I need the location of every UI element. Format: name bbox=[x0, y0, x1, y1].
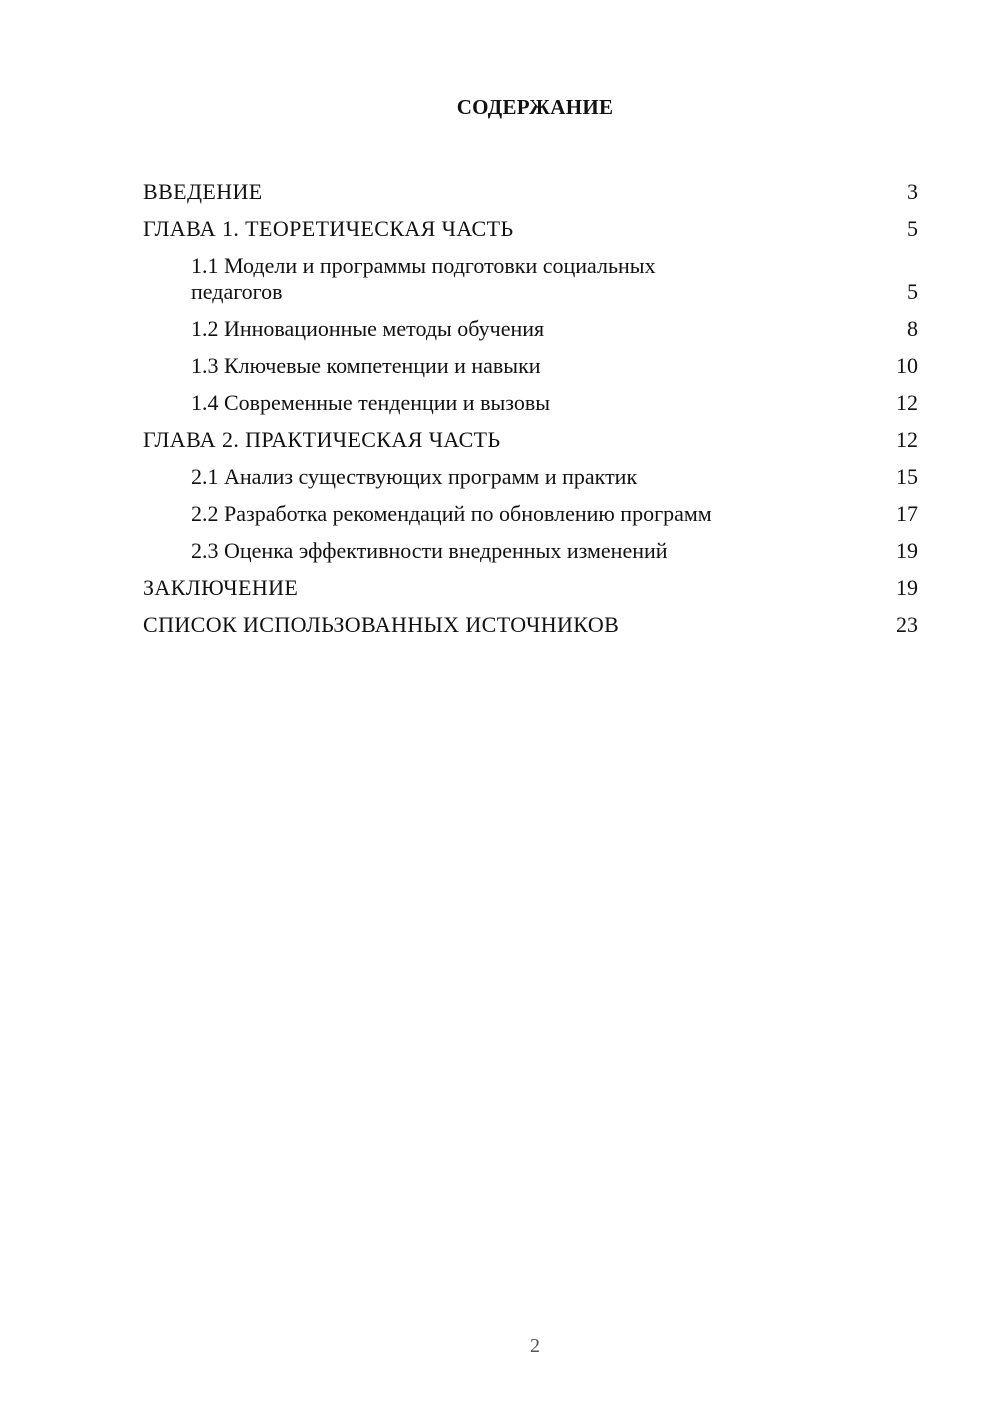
toc-entry-page: 8 bbox=[907, 316, 918, 341]
toc-entry-label: ГЛАВА 2. ПРАКТИЧЕСКАЯ ЧАСТЬ bbox=[143, 427, 501, 452]
toc-entry-introduction[interactable] bbox=[143, 168, 918, 205]
page-title: СОДЕРЖАНИЕ bbox=[456, 95, 614, 119]
toc-entry-page: 10 bbox=[896, 353, 918, 378]
toc-entry-page: 5 bbox=[907, 279, 918, 304]
page-number: 2 bbox=[530, 1335, 540, 1357]
toc-entry-chapter-1[interactable] bbox=[143, 205, 918, 242]
toc-entry-label: СПИСОК ИСПОЛЬЗОВАННЫХ ИСТОЧНИКОВ bbox=[143, 612, 620, 637]
toc-entry-label: 1.3 Ключевые компетенции и навыки bbox=[191, 353, 541, 378]
toc-entry-section-2-3[interactable] bbox=[143, 527, 918, 564]
toc-entry-label: 1.1 Модели и программы подготовки социальных педагогов bbox=[191, 253, 656, 304]
toc-entry-label: ГЛАВА 1. ТЕОРЕТИЧЕСКАЯ ЧАСТЬ bbox=[143, 216, 514, 241]
toc-entry-page: 17 bbox=[896, 501, 918, 526]
toc-entry-page: 12 bbox=[896, 427, 918, 452]
toc-entry-label: ВВЕДЕНИЕ bbox=[143, 179, 263, 204]
toc-entry-section-2-2[interactable] bbox=[143, 490, 918, 527]
toc-entry-page: 19 bbox=[896, 575, 918, 600]
toc-entry-page: 5 bbox=[907, 216, 918, 241]
toc-entry-label: 1.2 Инновационные методы обучения bbox=[191, 316, 545, 341]
toc-entry-conclusion[interactable] bbox=[143, 564, 918, 601]
toc-entry-chapter-2[interactable] bbox=[143, 416, 918, 453]
toc-entry-section-2-1[interactable] bbox=[143, 453, 918, 490]
toc-entry-page: 12 bbox=[896, 390, 918, 415]
toc-entry-references[interactable] bbox=[143, 601, 918, 638]
toc-entry-section-1-4[interactable] bbox=[143, 379, 918, 416]
toc-entry-section-1-3[interactable] bbox=[143, 342, 918, 379]
toc-entry-label: ЗАКЛЮЧЕНИЕ bbox=[143, 575, 299, 600]
toc-entry-section-1-2[interactable] bbox=[143, 305, 918, 342]
table-of-contents bbox=[143, 168, 918, 638]
toc-entry-label: 2.3 Оценка эффективности внедренных изменений bbox=[191, 538, 668, 563]
toc-entry-label: 1.4 Современные тенденции и вызовы bbox=[191, 390, 550, 415]
toc-entry-page: 23 bbox=[896, 612, 918, 637]
toc-entry-label: 2.2 Разработка рекомендаций по обновлению программ bbox=[191, 501, 712, 526]
toc-entry-label: 2.1 Анализ существующих программ и практик bbox=[191, 464, 638, 489]
toc-entry-page: 19 bbox=[896, 538, 918, 563]
toc-entry-page: 15 bbox=[896, 464, 918, 489]
toc-entry-section-1-1[interactable] bbox=[143, 242, 918, 305]
toc-entry-page: 3 bbox=[907, 179, 918, 204]
